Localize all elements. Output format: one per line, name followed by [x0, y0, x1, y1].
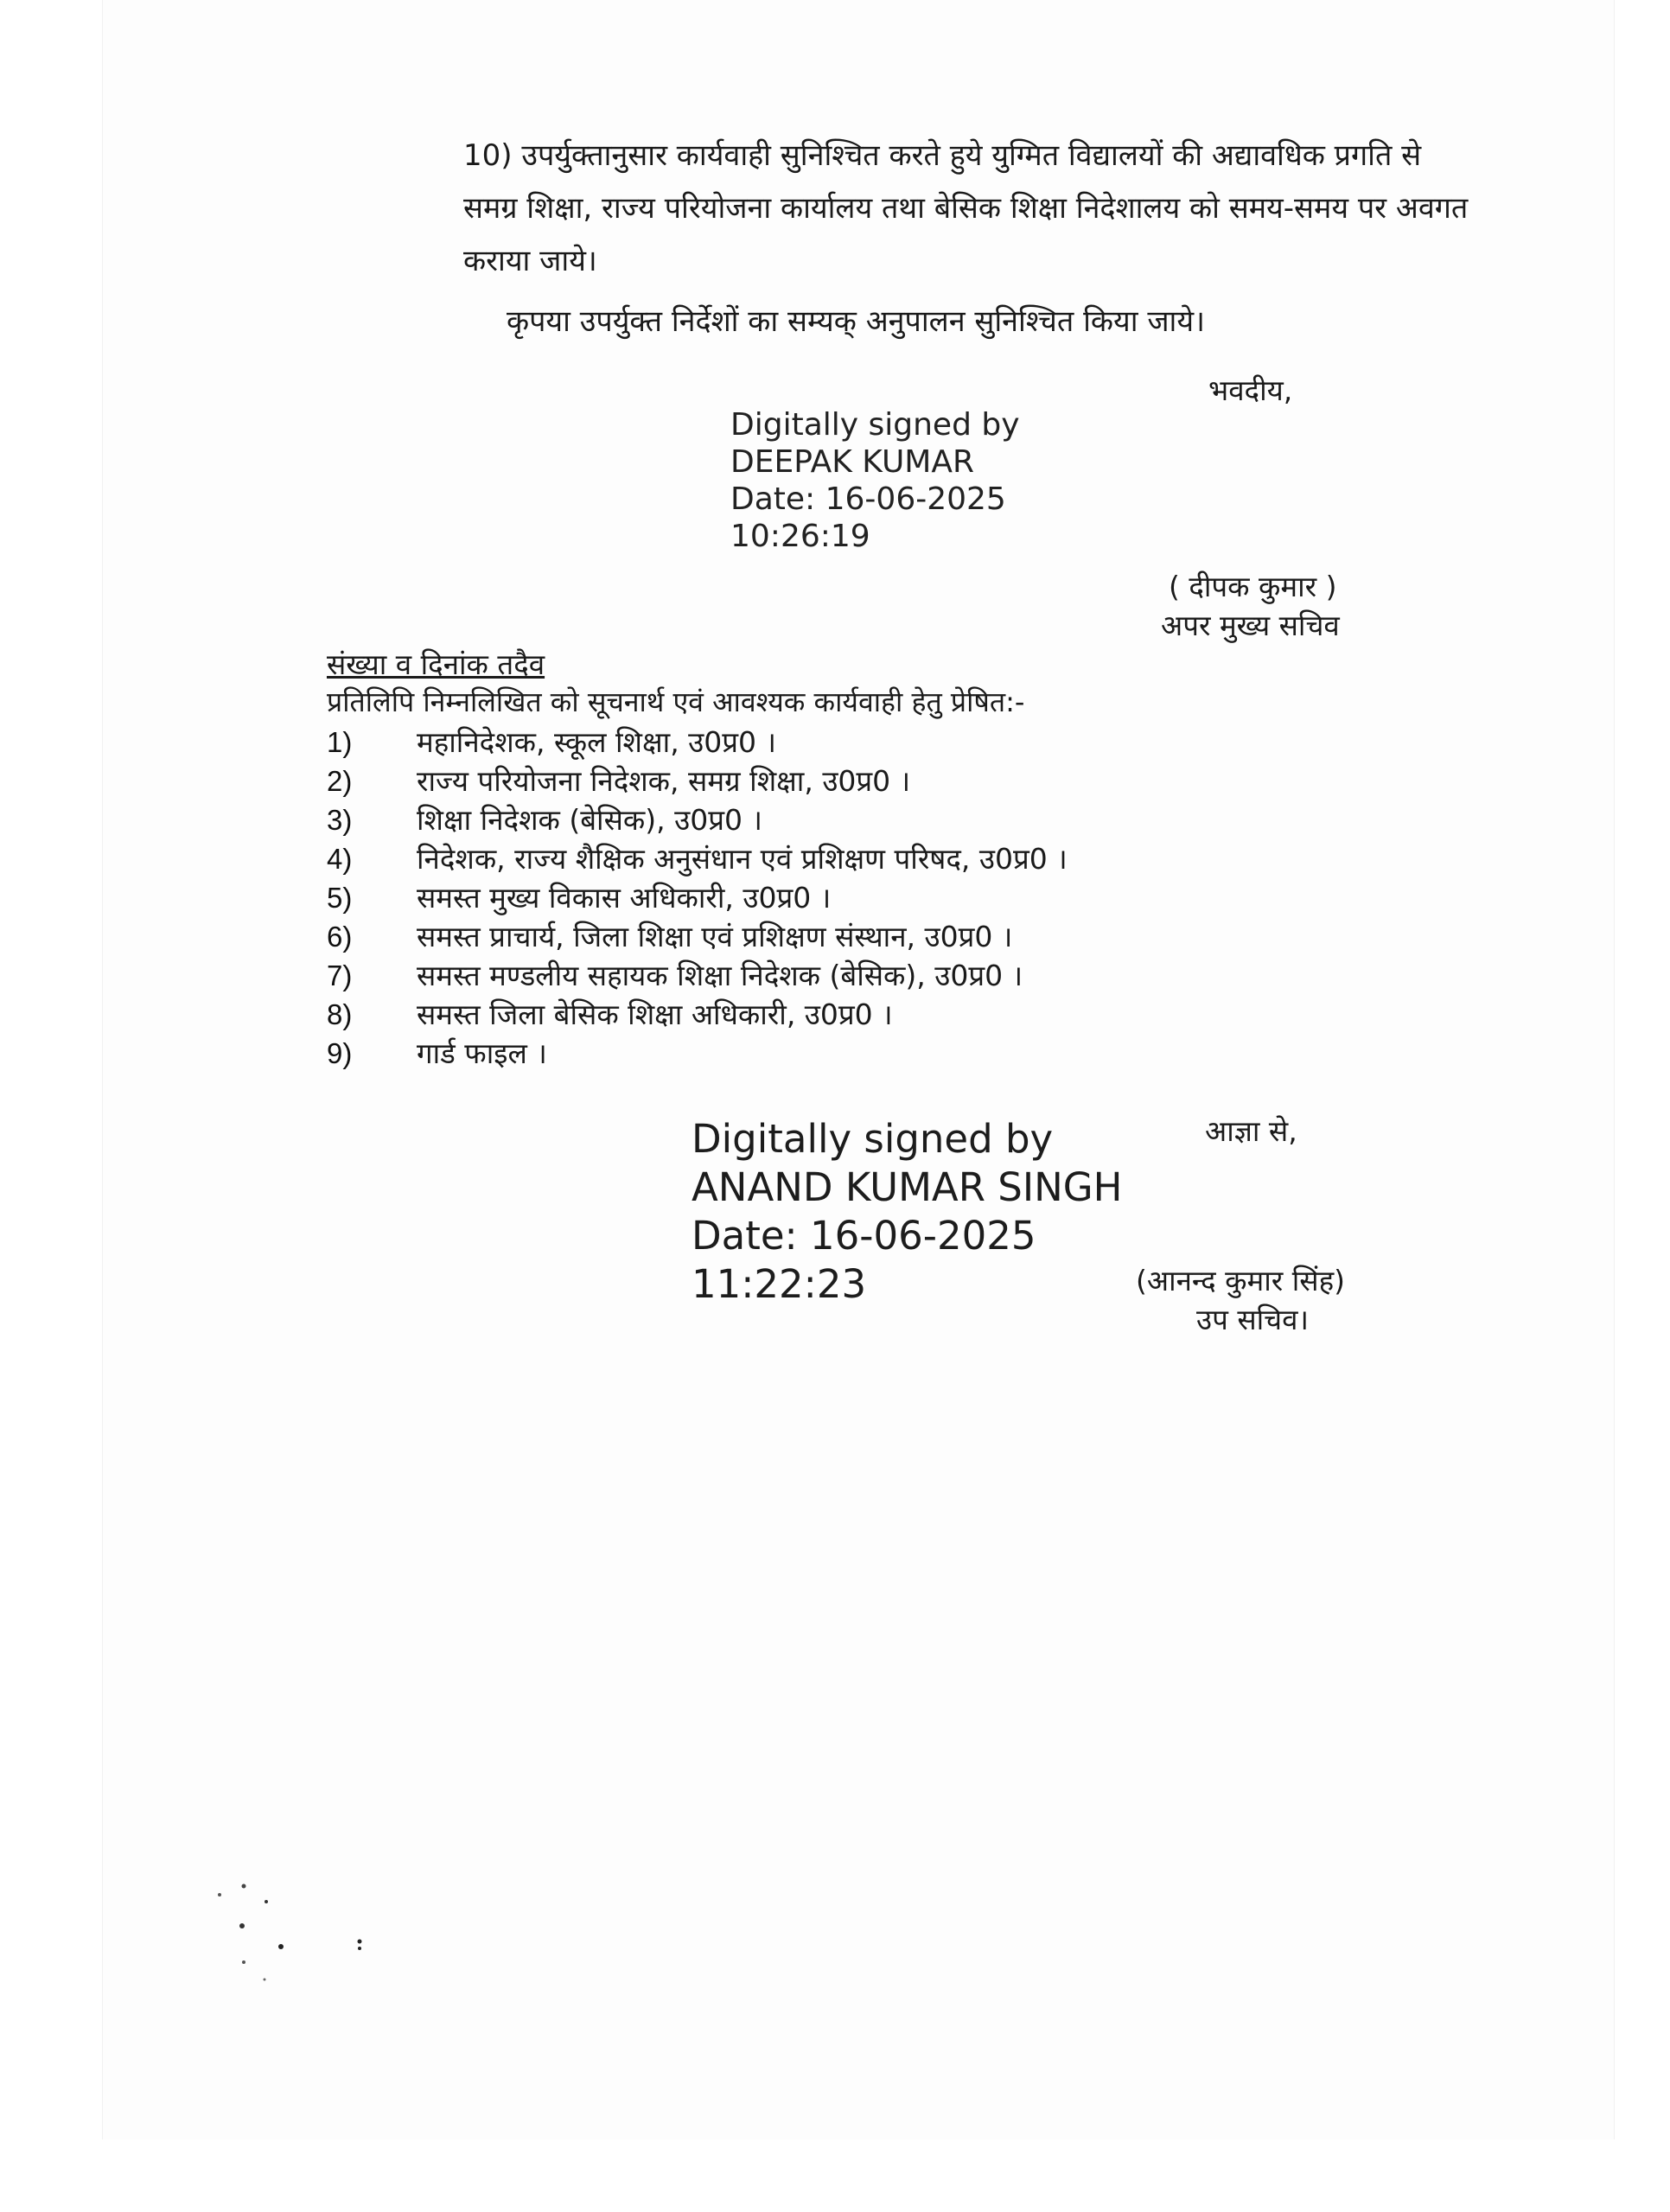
list-item: [327, 995, 1068, 1034]
by-order: आज्ञा से,: [1205, 1114, 1297, 1148]
list-item: [327, 762, 1068, 800]
list-item-text: राज्य परियोजना निदेशक, समग्र शिक्षा, उ0प्र0 ।: [417, 764, 911, 798]
list-item: [327, 800, 1068, 839]
list-item: [327, 723, 1068, 762]
digital-signature-anand-kumar-singh: Digitally signed by ANAND KUMAR SINGH Date: 16-06-2025 11:22:23: [692, 1116, 1123, 1307]
list-item-number: 5): [327, 882, 353, 914]
list-item-number: 9): [327, 1037, 353, 1069]
copy-recipient-list: [327, 723, 1068, 1073]
scan-specks: [207, 1876, 380, 1988]
list-item-text: शिक्षा निदेशक (बेसिक), उ0प्र0 ।: [417, 803, 762, 837]
compliance-request: कृपया उपर्युक्त निर्देशों का सम्यक् अनुपालन सुनिश्चित किया जाये।: [507, 304, 1205, 339]
list-item: [327, 878, 1068, 917]
list-item-text: महानिदेशक, स्कूल शिक्षा, उ0प्र0 ।: [417, 725, 777, 759]
reference-heading: संख्या व दिनांक तदैव: [327, 647, 545, 681]
signer-1-designation: अपर मुख्य सचिव: [1161, 609, 1340, 642]
list-item-number: 3): [327, 804, 353, 836]
list-item-text: समस्त मण्डलीय सहायक शिक्षा निदेशक (बेसिक), उ0प्र0 ।: [417, 959, 1023, 992]
list-item-number: 8): [327, 998, 353, 1030]
digital-signature-deepak-kumar: Digitally signed by DEEPAK KUMAR Date: 16-06-2025 10:26:19: [730, 407, 1020, 554]
list-item-number: 4): [327, 843, 353, 875]
list-item: [327, 1034, 1068, 1073]
list-item-number: 7): [327, 959, 353, 991]
paragraph-10: 10) उपर्युक्तानुसार कार्यवाही सुनिश्चित करते हुये युग्मित विद्यालयों की अद्यावधिक प्रगति से समग्र शिक्षा, राज्य परियोजना कार्यालय तथा बेसिक शिक्षा निदेशालय को समय-समय पर अवगत कराया जाये।: [463, 138, 1469, 278]
list-item: [327, 917, 1068, 956]
list-item-text: समस्त मुख्य विकास अधिकारी, उ0प्र0 ।: [417, 881, 832, 915]
signer-2-name: (आनन्द कुमार सिंह): [1136, 1264, 1345, 1297]
list-item-number: 1): [327, 726, 353, 758]
list-item-text: गार्ड फाइल ।: [417, 1036, 547, 1070]
list-item-text: समस्त प्राचार्य, जिला शिक्षा एवं प्रशिक्षण संस्थान, उ0प्र0 ।: [417, 920, 1013, 953]
list-item-text: समस्त जिला बेसिक शिक्षा अधिकारी, उ0प्र0 ।: [417, 998, 893, 1031]
list-item-number: 2): [327, 765, 353, 797]
copy-intro: प्रतिलिपि निम्नलिखित को सूचनार्थ एवं आवश्यक कार्यवाही हेतु प्रेषित:-: [327, 685, 1025, 718]
list-item: [327, 839, 1068, 878]
signer-1-name: ( दीपक कुमार ): [1169, 570, 1337, 603]
list-item-number: 6): [327, 921, 353, 953]
signer-2-designation: उप सचिव।: [1196, 1303, 1309, 1336]
list-item: [327, 956, 1068, 995]
closing-salutation: भवदीय,: [1208, 373, 1293, 407]
list-item-text: निदेशक, राज्य शैक्षिक अनुसंधान एवं प्रशिक्षण परिषद, उ0प्र0 ।: [417, 842, 1068, 876]
